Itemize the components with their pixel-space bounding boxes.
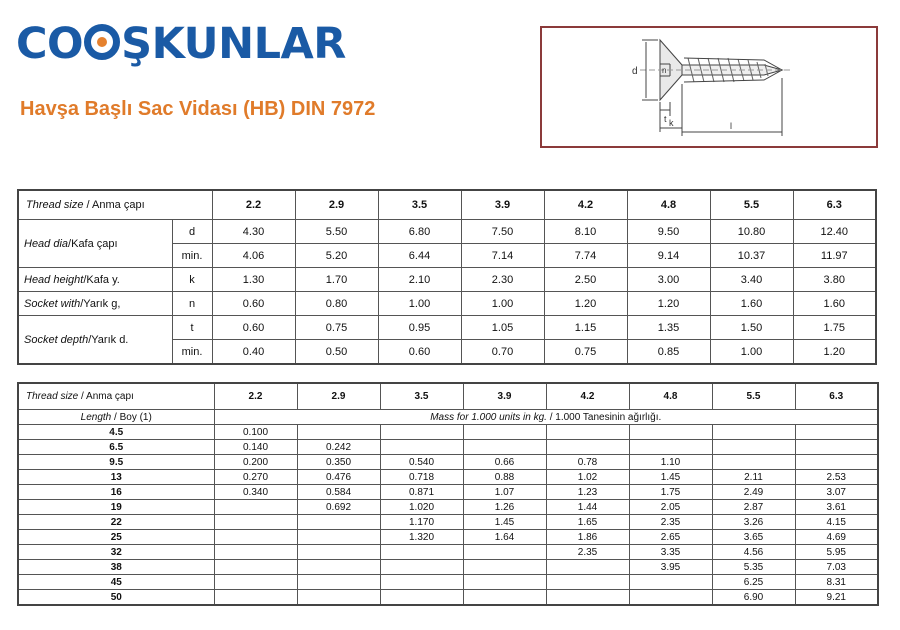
row-symbol: k (172, 268, 212, 292)
logo-o-mark-icon (84, 24, 120, 60)
value-cell: 0.75 (544, 340, 627, 365)
mass-cell (546, 575, 629, 590)
value-cell: 4.30 (212, 220, 295, 244)
value-cell: 1.00 (710, 340, 793, 365)
page-title: Havşa Başlı Sac Vidası (HB) DIN 7972 (20, 98, 376, 120)
mass-row (18, 500, 878, 515)
dimensions-row (18, 220, 876, 244)
mass-cell (629, 440, 712, 455)
mass-cell: 2.49 (712, 485, 795, 500)
size-header: 4.2 (546, 383, 629, 410)
mass-cell: 3.26 (712, 515, 795, 530)
mass-cell (795, 425, 878, 440)
logo-text-end: ŞKUNLAR (121, 19, 346, 69)
drawing-label-l: l (730, 121, 732, 131)
mass-cell: 0.476 (297, 470, 380, 485)
screw-drawing-icon (542, 28, 876, 146)
mass-row (18, 455, 878, 470)
mass-row (18, 590, 878, 606)
value-cell: 3.80 (793, 268, 876, 292)
size-header: 2.9 (295, 190, 378, 220)
mass-cell: 0.584 (297, 485, 380, 500)
mass-cell (380, 560, 463, 575)
mass-cell (546, 425, 629, 440)
mass-header-row (18, 383, 878, 410)
mass-cell (297, 560, 380, 575)
size-header: 3.5 (378, 190, 461, 220)
mass-cell: 4.15 (795, 515, 878, 530)
mass-cell: 7.03 (795, 560, 878, 575)
mass-cell: 1.44 (546, 500, 629, 515)
mass-cell (380, 425, 463, 440)
mass-cell (297, 515, 380, 530)
mass-cell (214, 575, 297, 590)
mass-cell: 5.95 (795, 545, 878, 560)
mass-cell: 0.140 (214, 440, 297, 455)
length-cell: 25 (18, 530, 214, 545)
mass-cell: 0.200 (214, 455, 297, 470)
value-cell: 1.60 (793, 292, 876, 316)
mass-cell: 1.65 (546, 515, 629, 530)
size-header: 4.2 (544, 190, 627, 220)
value-cell: 7.50 (461, 220, 544, 244)
mass-cell: 1.170 (380, 515, 463, 530)
size-header: 2.2 (214, 383, 297, 410)
mass-row (18, 470, 878, 485)
mass-cell: 0.66 (463, 455, 546, 470)
dimensions-row (18, 268, 876, 292)
size-header: 2.2 (212, 190, 295, 220)
size-header: 6.3 (795, 383, 878, 410)
mass-cell (214, 545, 297, 560)
mass-cell: 3.95 (629, 560, 712, 575)
mass-note: Mass for 1.000 units in kg. / 1.000 Tanesinin ağırlığı. (214, 410, 878, 425)
drawing-label-d: d (632, 66, 638, 77)
value-cell: 1.60 (710, 292, 793, 316)
value-cell: 6.44 (378, 244, 461, 268)
value-cell: 1.50 (710, 316, 793, 340)
mass-cell (463, 545, 546, 560)
value-cell: 1.00 (461, 292, 544, 316)
mass-cell: 2.05 (629, 500, 712, 515)
size-header: 3.9 (461, 190, 544, 220)
value-cell: 2.50 (544, 268, 627, 292)
length-cell: 22 (18, 515, 214, 530)
row-symbol: n (172, 292, 212, 316)
mass-cell (629, 425, 712, 440)
row-symbol: t (172, 316, 212, 340)
mass-cell: 1.02 (546, 470, 629, 485)
value-cell: 2.30 (461, 268, 544, 292)
mass-row (18, 545, 878, 560)
length-header: Length / Boy (1) (18, 410, 214, 425)
mass-cell (795, 455, 878, 470)
dimensions-header-row (18, 190, 876, 220)
value-cell: 1.05 (461, 316, 544, 340)
size-header: 3.5 (380, 383, 463, 410)
mass-cell: 0.270 (214, 470, 297, 485)
mass-cell: 1.23 (546, 485, 629, 500)
value-cell: 12.40 (793, 220, 876, 244)
mass-cell (297, 530, 380, 545)
mass-cell (629, 575, 712, 590)
mass-cell: 0.340 (214, 485, 297, 500)
mass-cell (463, 440, 546, 455)
mass-cell: 6.25 (712, 575, 795, 590)
value-cell: 9.50 (627, 220, 710, 244)
length-cell: 32 (18, 545, 214, 560)
mass-row (18, 560, 878, 575)
value-cell: 3.40 (710, 268, 793, 292)
mass-row (18, 515, 878, 530)
length-cell: 6.5 (18, 440, 214, 455)
mass-cell: 0.871 (380, 485, 463, 500)
value-cell: 0.85 (627, 340, 710, 365)
mass-cell: 1.10 (629, 455, 712, 470)
value-cell: 1.00 (378, 292, 461, 316)
value-cell: 0.95 (378, 316, 461, 340)
mass-cell: 2.87 (712, 500, 795, 515)
mass-cell: 0.100 (214, 425, 297, 440)
mass-cell: 0.350 (297, 455, 380, 470)
mass-row (18, 425, 878, 440)
mass-cell: 6.90 (712, 590, 795, 606)
length-cell: 16 (18, 485, 214, 500)
row-symbol: min. (172, 340, 212, 365)
value-cell: 10.37 (710, 244, 793, 268)
size-header: 5.5 (712, 383, 795, 410)
drawing-label-n: n (662, 66, 667, 75)
mass-subheader-row (18, 410, 878, 425)
value-cell: 1.20 (627, 292, 710, 316)
dimensions-table (17, 189, 877, 365)
length-cell: 4.5 (18, 425, 214, 440)
mass-cell: 1.75 (629, 485, 712, 500)
mass-cell (380, 545, 463, 560)
mass-cell (297, 425, 380, 440)
mass-cell: 2.35 (629, 515, 712, 530)
mass-cell (463, 575, 546, 590)
row-label: Head dia/Kafa çapı (18, 220, 172, 268)
mass-cell: 2.53 (795, 470, 878, 485)
mass-cell: 1.45 (629, 470, 712, 485)
mass-cell (297, 590, 380, 606)
mass-cell: 8.31 (795, 575, 878, 590)
value-cell: 7.74 (544, 244, 627, 268)
mass-cell (546, 560, 629, 575)
value-cell: 0.60 (378, 340, 461, 365)
mass-row (18, 530, 878, 545)
mass-cell: 3.35 (629, 545, 712, 560)
value-cell: 9.14 (627, 244, 710, 268)
mass-cell (546, 590, 629, 606)
mass-cell: 1.64 (463, 530, 546, 545)
value-cell: 1.15 (544, 316, 627, 340)
mass-row (18, 440, 878, 455)
mass-cell: 4.69 (795, 530, 878, 545)
mass-cell: 0.718 (380, 470, 463, 485)
size-header: 2.9 (297, 383, 380, 410)
mass-cell (380, 575, 463, 590)
mass-cell: 4.56 (712, 545, 795, 560)
length-cell: 38 (18, 560, 214, 575)
size-header: 4.8 (627, 190, 710, 220)
size-header: 6.3 (793, 190, 876, 220)
length-cell: 19 (18, 500, 214, 515)
value-cell: 8.10 (544, 220, 627, 244)
value-cell: 3.00 (627, 268, 710, 292)
row-label: Socket with/Yarık g, (18, 292, 172, 316)
thread-size-label: Thread size / Anma çapı (18, 383, 214, 410)
mass-cell (297, 575, 380, 590)
value-cell: 0.60 (212, 316, 295, 340)
mass-cell: 0.88 (463, 470, 546, 485)
mass-cell (297, 545, 380, 560)
mass-cell (380, 440, 463, 455)
mass-cell (712, 455, 795, 470)
value-cell: 1.70 (295, 268, 378, 292)
mass-cell (629, 590, 712, 606)
dimensions-row (18, 316, 876, 340)
mass-cell: 3.61 (795, 500, 878, 515)
mass-cell (214, 530, 297, 545)
mass-cell (546, 440, 629, 455)
mass-table (17, 382, 879, 606)
value-cell: 1.75 (793, 316, 876, 340)
mass-cell: 1.07 (463, 485, 546, 500)
mass-cell: 2.11 (712, 470, 795, 485)
mass-cell: 5.35 (712, 560, 795, 575)
value-cell: 0.75 (295, 316, 378, 340)
value-cell: 1.20 (793, 340, 876, 365)
mass-cell (380, 590, 463, 606)
value-cell: 5.20 (295, 244, 378, 268)
mass-cell: 9.21 (795, 590, 878, 606)
mass-cell (463, 560, 546, 575)
brand-logo (16, 20, 346, 68)
length-cell: 9.5 (18, 455, 214, 470)
thread-size-label: Thread size / Anma çapı (18, 190, 212, 220)
mass-row (18, 575, 878, 590)
value-cell: 2.10 (378, 268, 461, 292)
value-cell: 1.35 (627, 316, 710, 340)
length-cell: 13 (18, 470, 214, 485)
mass-cell (214, 500, 297, 515)
value-cell: 1.30 (212, 268, 295, 292)
technical-drawing (540, 26, 878, 148)
value-cell: 0.50 (295, 340, 378, 365)
value-cell: 0.40 (212, 340, 295, 365)
size-header: 4.8 (629, 383, 712, 410)
length-cell: 50 (18, 590, 214, 606)
value-cell: 0.60 (212, 292, 295, 316)
logo-text-start: CO (16, 19, 84, 69)
value-cell: 1.20 (544, 292, 627, 316)
mass-cell (795, 440, 878, 455)
mass-cell (214, 515, 297, 530)
mass-cell: 0.692 (297, 500, 380, 515)
mass-cell: 0.78 (546, 455, 629, 470)
mass-cell: 1.86 (546, 530, 629, 545)
size-header: 3.9 (463, 383, 546, 410)
value-cell: 6.80 (378, 220, 461, 244)
mass-cell (214, 560, 297, 575)
length-cell: 45 (18, 575, 214, 590)
mass-cell: 0.540 (380, 455, 463, 470)
dimensions-row (18, 292, 876, 316)
value-cell: 0.70 (461, 340, 544, 365)
mass-cell: 2.65 (629, 530, 712, 545)
value-cell: 4.06 (212, 244, 295, 268)
mass-cell: 3.07 (795, 485, 878, 500)
row-symbol: min. (172, 244, 212, 268)
row-symbol: d (172, 220, 212, 244)
size-header: 5.5 (710, 190, 793, 220)
drawing-label-t: t (664, 114, 667, 124)
mass-cell: 1.26 (463, 500, 546, 515)
mass-cell: 1.45 (463, 515, 546, 530)
value-cell: 7.14 (461, 244, 544, 268)
mass-cell (463, 425, 546, 440)
drawing-label-k: k (669, 118, 674, 128)
mass-cell: 0.242 (297, 440, 380, 455)
mass-cell (214, 590, 297, 606)
row-label: Socket depth/Yarık d. (18, 316, 172, 365)
mass-cell: 1.320 (380, 530, 463, 545)
value-cell: 10.80 (710, 220, 793, 244)
mass-cell (712, 440, 795, 455)
value-cell: 0.80 (295, 292, 378, 316)
value-cell: 11.97 (793, 244, 876, 268)
mass-row (18, 485, 878, 500)
row-label: Head height/Kafa y. (18, 268, 172, 292)
mass-cell: 2.35 (546, 545, 629, 560)
mass-cell: 3.65 (712, 530, 795, 545)
mass-cell (463, 590, 546, 606)
value-cell: 5.50 (295, 220, 378, 244)
mass-cell: 1.020 (380, 500, 463, 515)
mass-cell (712, 425, 795, 440)
